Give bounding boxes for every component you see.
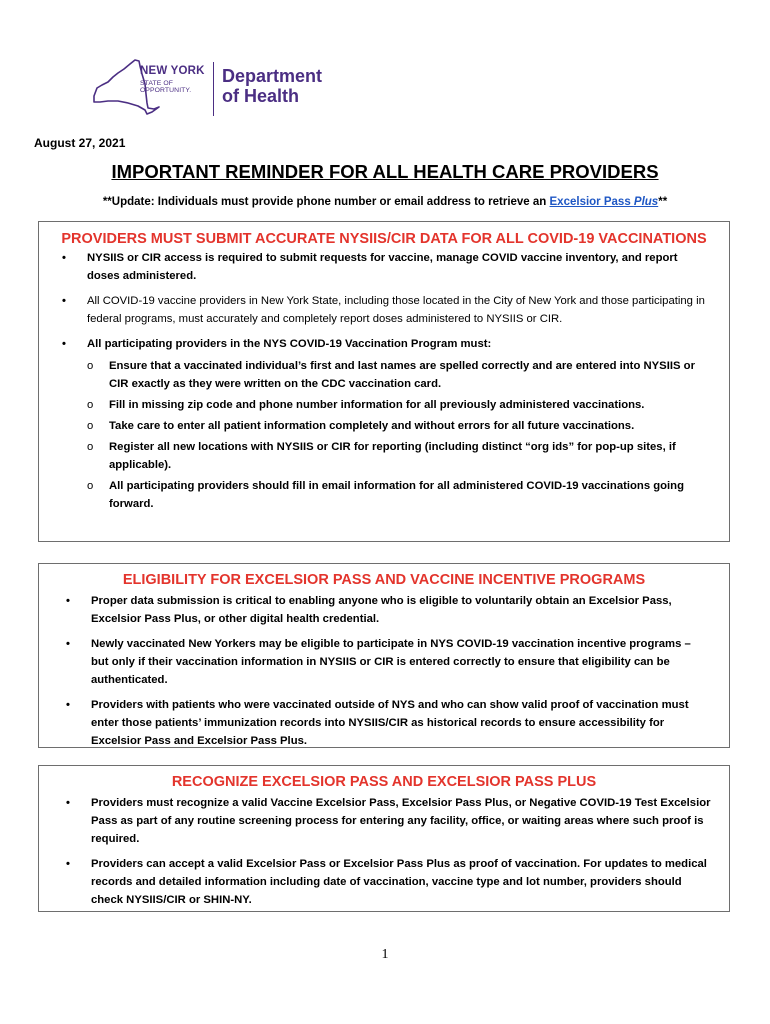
list-item	[39, 855, 729, 909]
section-title: PROVIDERS MUST SUBMIT ACCURATE NYSIIS/CIR DATA FOR ALL COVID-19 VACCINATIONS	[61, 231, 707, 247]
sub-bullet-text: Register all new locations with NYSIIS or CIR for reporting (including distinct “org ids” for pop-up sites, if applicable).	[109, 441, 676, 471]
list-item	[39, 794, 729, 848]
logo-department	[222, 66, 322, 106]
list-item	[39, 696, 729, 750]
section-recognize-pass	[38, 765, 730, 912]
logo-wordmark	[140, 66, 205, 94]
logo-divider	[213, 62, 214, 116]
bullet-text: Providers must recognize a valid Vaccine Excelsior Pass, Excelsior Pass Plus, or Negative COVID-19 Test Excelsior Pass as part of any routine screening process for entering any facility, office, or waiting areas where such proof is required.	[91, 797, 711, 845]
circle-bullet-icon: o	[87, 399, 94, 411]
bullet-icon: •	[66, 699, 70, 711]
logo-state: NEW YORK	[140, 65, 205, 77]
sub-list-item	[87, 396, 711, 414]
bullet-text: All COVID-19 vaccine providers in New York State, including those located in the City of New York and those participating in federal programs, must accurately and completely report doses administered to NYSIIS or CIR.	[87, 295, 705, 325]
sub-bullet-text: All participating providers should fill in email information for all administered COVID-19 vaccinations going forward.	[109, 480, 684, 510]
circle-bullet-icon: o	[87, 441, 94, 453]
logo-dept-line-1: Department	[222, 66, 323, 86]
bullet-icon: •	[62, 295, 66, 307]
update-notice	[0, 196, 770, 208]
bullet-list	[39, 249, 729, 520]
bullet-text: Providers with patients who were vaccinated outside of NYS and who can show valid proof of vaccination must enter those patients’ immunization records into NYSIIS/CIR as historical records to ensure accessibility for Excelsior Pass and Excelsior Pass Plus.	[91, 699, 689, 747]
circle-bullet-icon: o	[87, 360, 94, 372]
bullet-text: Newly vaccinated New Yorkers may be eligible to participate in NYS COVID-19 vaccination incentive programs – but only if their vaccination information in NYSIIS or CIR is entered correctly to ensure that eligibility can be authenticated.	[91, 638, 691, 686]
bullet-text: All participating providers in the NYS COVID-19 Vaccination Program must:	[87, 338, 492, 350]
sub-list-item	[87, 438, 711, 474]
logo-tagline-1: STATE OF	[140, 79, 174, 87]
logo-dept-line-2: of Health	[222, 86, 300, 107]
bullet-text: NYSIIS or CIR access is required to submit requests for vaccine, manage COVID vaccine inventory, and report doses administered.	[87, 252, 678, 282]
bullet-icon: •	[66, 595, 70, 607]
sub-list-item	[87, 417, 711, 435]
sub-list-item	[87, 357, 711, 393]
sub-list-item	[87, 477, 711, 513]
page-title: IMPORTANT REMINDER FOR ALL HEALTH CARE PROVIDERS	[111, 161, 659, 182]
bullet-icon: •	[66, 797, 70, 809]
update-suffix: **	[658, 196, 668, 208]
list-item	[39, 592, 729, 628]
link-text: Excelsior Pass	[549, 196, 634, 208]
section-title: RECOGNIZE EXCELSIOR PASS AND EXCELSIOR PASS PLUS	[171, 774, 597, 790]
list-item	[39, 635, 729, 689]
list-item	[39, 249, 729, 285]
bullet-icon: •	[62, 338, 66, 350]
nys-doh-logo	[88, 56, 348, 120]
document-date: August 27, 2021	[34, 136, 126, 150]
bullet-icon: •	[66, 638, 70, 650]
list-item	[39, 335, 729, 513]
sub-bullet-list	[87, 357, 711, 513]
bullet-icon: •	[62, 252, 66, 264]
update-prefix: **Update: Individuals must provide phone number or email address to retrieve an	[102, 196, 550, 208]
sub-bullet-text: Ensure that a vaccinated individual’s first and last names are spelled correctly and are entered into NYSIIS or CIR exactly as they were written on the CDC vaccination card.	[109, 360, 695, 390]
bullet-icon: •	[66, 858, 70, 870]
bullet-text: Providers can accept a valid Excelsior Pass or Excelsior Pass Plus as proof of vaccination. For updates to medical records and detailed information including date of vaccination, vaccine type and lot number, providers should check NYSIIS/CIR or SHIN-NY.	[91, 858, 707, 906]
section-title: ELIGIBILITY FOR EXCELSIOR PASS AND VACCINE INCENTIVE PROGRAMS	[122, 572, 646, 588]
sub-bullet-text: Fill in missing zip code and phone number information for all previously administered vaccinations.	[109, 399, 645, 411]
logo-tagline-2: OPPORTUNITY.	[140, 86, 192, 94]
section-accurate-data	[38, 221, 730, 542]
sub-bullet-text: Take care to enter all patient information completely and without errors for all future vaccinations.	[109, 420, 635, 432]
excelsior-pass-plus-link[interactable]	[550, 196, 659, 208]
list-item	[39, 292, 729, 328]
bullet-list	[39, 794, 729, 916]
circle-bullet-icon: o	[87, 480, 94, 492]
page-number: 1	[381, 947, 389, 962]
bullet-text: Proper data submission is critical to enabling anyone who is eligible to voluntarily obtain an Excelsior Pass, Excelsior Pass Plus, or other digital health credential.	[91, 595, 672, 625]
link-text-italic: Plus	[633, 196, 659, 208]
section-eligibility	[38, 563, 730, 748]
bullet-list	[39, 592, 729, 757]
circle-bullet-icon: o	[87, 420, 94, 432]
